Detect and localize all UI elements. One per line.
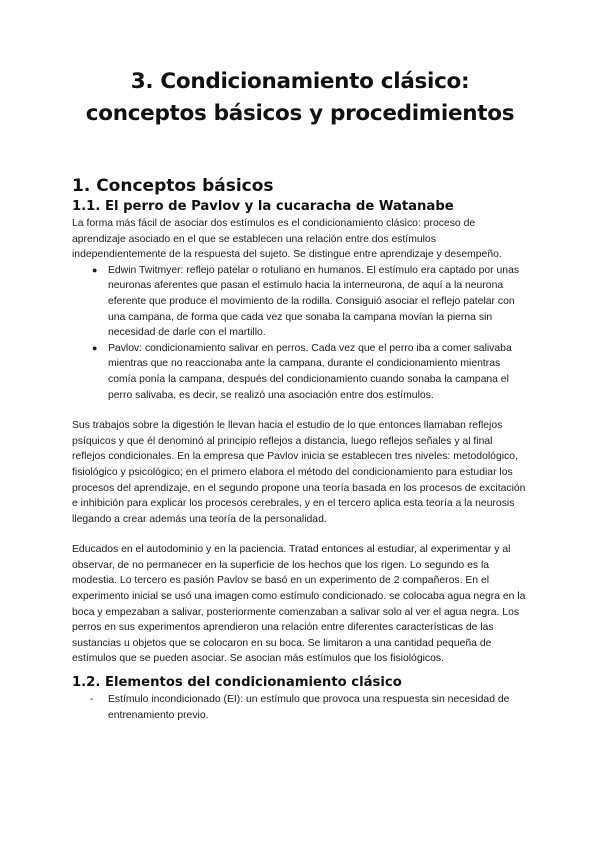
- document-title: [72, 66, 528, 130]
- document-title-line-2: conceptos básicos y procedimientos: [85, 101, 515, 126]
- paragraph-spacer: [72, 527, 528, 542]
- dash-icon: -: [90, 694, 94, 706]
- document-title-line-1: 3. Condicionamiento clásico:: [130, 69, 470, 94]
- bullet-icon: ●: [92, 264, 98, 275]
- dash-item-text: Estímulo incondicionado (EI): un estímulo que provoca una respuesta sin necesidad de entrenamiento previo.: [108, 694, 510, 721]
- paragraph-spacer: [72, 403, 528, 418]
- list-item: [92, 341, 528, 403]
- bullet-text-pavlov: Pavlov: condicionamiento salivar en perros. Cada vez que el perro iba a comer salivaba mientras que no reaccionaba ante la campana, durante el condicionamiento mientras comía ponía la campana, después del condicionamiento cuando sonaba la campana el perro salivaba, es decir, se realizó una asociación entre dos estímulos.: [108, 342, 512, 401]
- list-item: [90, 692, 528, 723]
- bullet-icon: ●: [92, 342, 98, 353]
- paragraph-educados: Educados en el autodominio y en la paciencia. Tratad entonces al estudiar, al experimentar y al observar, de no permanecer en la superficie de los hechos que los rigen. Lo segundo es la modestia. Lo tercero es pasión Pavlov se basó en un experimento de 2 compañeros. En el experimento inicial se usó una imagen como estímulo condicionado. se colocaba agua negra en la boca y empezaban a salivar, posteriormente comenzaban a salivar solo al ver el agua negra. Los perros en sus experimentos aprendieron una relación entre diferentes características de las sustancias u objetos que se colocaron en su boca. Se limitaron a una cantidad pequeña de estímulos que se pueden asociar. Se asocian más estímulos que los fisiológicos.: [72, 544, 526, 665]
- subsection-heading-elementos: 1.2. Elementos del condicionamiento clásico: [72, 675, 402, 691]
- dash-list: [72, 692, 528, 723]
- list-item: [92, 263, 528, 341]
- paragraph-digestion: Sus trabajos sobre la digestión le llevan hacia el estudio de lo que entonces llamaban reflejos psíquicos y que él denominó al principio reflejos a distancia, luego reflejos señales y al final reflejos condicionales. En la empresa que Pavlov inicia se establecen tres niveles: metodológico, fisiológico y psicológico; en el primero elabora el método del condicionamiento para estudiar los procesos del aprendizaje, en el segundo propone una teoría basada en los procesos de excitación e inhibición para explicar los procesos cerebrales, y en el tercero aplica esta teoría a la neurosis llegando a crear además una teoría de la personalidad.: [72, 420, 526, 525]
- bullet-list: [72, 263, 528, 403]
- section-heading-conceptos: 1. Conceptos básicos: [72, 176, 274, 196]
- intro-paragraph: La forma más fácil de asociar dos estímulos es el condicionamiento clásico: proceso de aprendizaje asociado en el que se establecen una relación entre dos estímulos independientemente de la respuesta del sujeto. Se distingue entre aprendizaje y desempeño.: [72, 218, 502, 261]
- subsection-heading-pavlov: 1.1. El perro de Pavlov y la cucaracha de Watanabe: [72, 199, 454, 214]
- bullet-text-twitmyer: Edwin Twitmyer: reflejo patelar o rotuliano en humanos. El estímulo era captado por unas neuronas aferentes que pasan el estímulo hacia la interneurona, de aquí a la neurona eferente que produce el movimiento de la rodilla. Consiguió asociar el reflejo patelar con una campana, de forma que cada vez que sonaba la campana movían la pierna sin necesidad de darle con el martillo.: [108, 264, 520, 339]
